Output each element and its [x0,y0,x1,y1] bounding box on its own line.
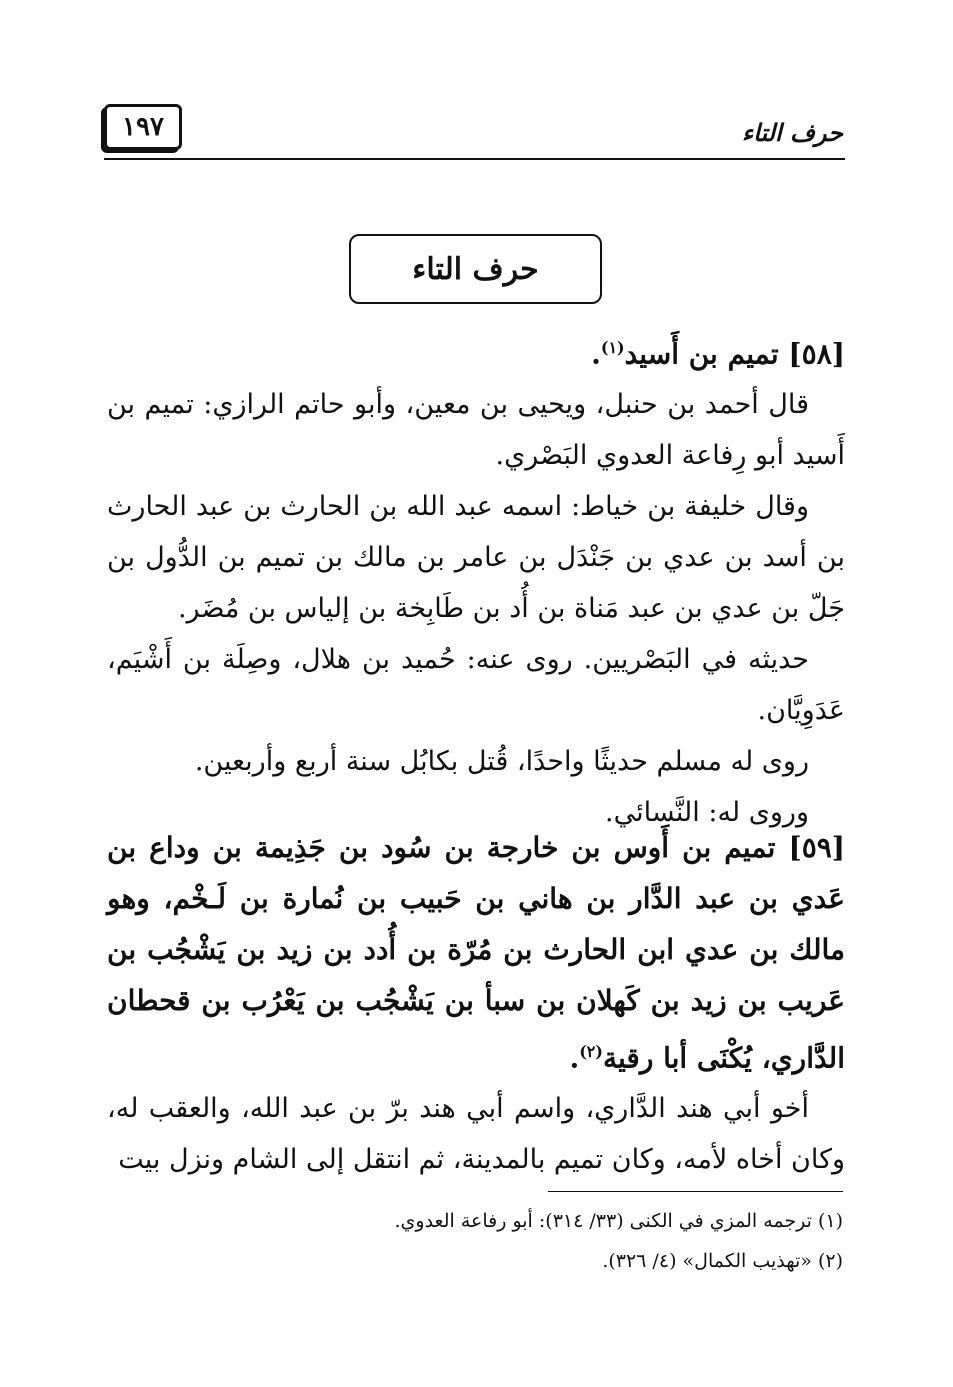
indented-line: وروى له: النَّسائي. [604,797,809,829]
chapter-title: حرف التاء [349,234,602,304]
running-title: حرف التاء [741,118,843,147]
paragraph: حديثه في البَصْريين. روى عنه: حُميد بن هلال، وصِلَة بن أَشْيَم، عَدَوِيَّان. [107,644,845,727]
entry-name: تميم بن أَوس بن خارجة بن سُود بن جَذِيمة بن وداع بن عَدي بن عبد الدَّار بن هاني بن حَبيب بن نُمارة بن لَـخْم، وهو مالك بن عدي ابن الحارث بن مُرّة بن أُدد بن زيد بن يَشْجُب بن عَريب بن زيد بن كَهلان بن سبأ بن يَشْجُب بن يَعْرُب بن قحطان الدَّاري، يُكْنَى أبا رقية [107,831,845,1075]
entry-number: [٥٨] [788,337,845,371]
indented-line: روى له مسلم حديثًا واحدًا، قُتل بكابُل سنة أربع وأربعين. [194,746,809,778]
footnote-2: (٢) «تهذيب الكمال» (٤/ ٣٢٦). [602,1250,843,1272]
entry-58 [107,322,845,838]
entry-number: [٥٩] [788,831,846,864]
footnote-ref: (١) [600,338,625,357]
heading-end: . [591,337,601,371]
paragraph: وقال خليفة بن خياط: اسمه عبد الله بن الحارث بن عبد الحارث بن أسد بن عدي بن جَنْدَل بن عامر بن مالك بن تميم بن الدُّول بن جَلّ بن عدي بن عبد مَناة بن أُد بن طَابِخة بن إلياس بن مُضَر. [107,491,845,625]
entry-name: تميم بن أَسيد [624,337,779,371]
header-rule [104,158,845,160]
footnote-rule [548,1191,843,1192]
entry-heading [107,822,845,1083]
entry-59 [107,822,845,1185]
paragraph: أخو أبي هند الدَّاري، واسم أبي هند برّ بن عبد الله، والعقب له، وكان أخاه لأمه، وكان تميم بالمدينة، ثم انتقل إلى الشام ونزل بيت [107,1093,845,1176]
heading-end: . [569,1041,580,1075]
page-number: ١٩٧ [104,104,182,150]
entry-heading [107,322,845,379]
footnote-ref: (٢) [579,1042,603,1061]
footnote-1: (١) ترجمه المزي في الكنى (٣٣/ ٣١٤): أبو رفاعة العدوي. [394,1210,843,1232]
paragraph: قال أحمد بن حنبل، ويحيى بن معين، وأبو حاتم الرازي: تميم بن أَسيد أبو رِفاعة العدوي البَصْري. [107,389,845,472]
